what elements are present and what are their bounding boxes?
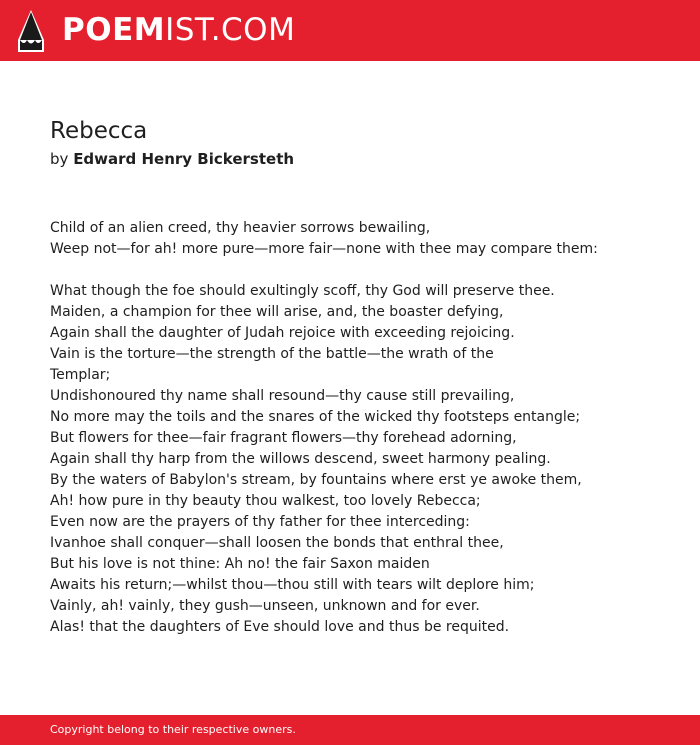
- poem-line: Ivanhoe shall conquer—shall loosen the bonds that enthral thee,: [50, 535, 504, 551]
- poem-line: Again shall the daughter of Judah rejoice with exceeding rejoicing.: [50, 325, 515, 341]
- poem-line: No more may the toils and the snares of the wicked thy footsteps entangle;: [50, 409, 581, 425]
- poem-line: But his love is not thine: Ah no! the fair Saxon maiden: [50, 556, 430, 572]
- copyright-text: Copyright belong to their respective owners.: [50, 723, 296, 736]
- poem-line: By the waters of Babylon's stream, by fountains where erst ye awoke them,: [50, 472, 582, 488]
- poem-line: Undishonoured thy name shall resound—thy cause still prevailing,: [50, 388, 515, 404]
- byline: [50, 148, 670, 170]
- author-name[interactable]: Edward Henry Bickersteth: [73, 150, 295, 168]
- poem-line: Again shall thy harp from the willows descend, sweet harmony pealing.: [50, 451, 551, 467]
- site-header: [0, 0, 700, 61]
- poem-line: Vainly, ah! vainly, they gush—unseen, unknown and for ever.: [50, 598, 480, 614]
- poem-stanza: [50, 218, 670, 260]
- pencil-tip-icon[interactable]: [18, 10, 44, 52]
- poem-line: Child of an alien creed, thy heavier sorrows bewailing,: [50, 220, 431, 236]
- site-logo[interactable]: [62, 11, 295, 49]
- poem-line: Even now are the prayers of thy father for thee interceding:: [50, 514, 470, 530]
- poem-stanza: [50, 281, 670, 638]
- poem-line: Maiden, a champion for thee will arise, and, the boaster defying,: [50, 304, 504, 320]
- poem-title: Rebecca: [50, 118, 148, 144]
- poem-line: Vain is the torture—the strength of the battle—the wrath of the: [50, 346, 494, 362]
- poem-line: Weep not—for ah! more pure—more fair—none with thee may compare them:: [50, 241, 598, 257]
- poem-body: [50, 218, 670, 638]
- logo-bold-text: POEM: [62, 12, 166, 48]
- poem-line: Templar;: [50, 367, 111, 383]
- site-footer: [0, 715, 700, 745]
- poem-line: Awaits his return;—whilst thou—thou still with tears wilt deplore him;: [50, 577, 535, 593]
- poem-line: Ah! how pure in thy beauty thou walkest, too lovely Rebecca;: [50, 493, 481, 509]
- poem-line: But flowers for thee—fair fragrant flowers—thy forehead adorning,: [50, 430, 517, 446]
- logo-light-text: IST.COM: [165, 12, 296, 48]
- poem-line: What though the foe should exultingly scoff, thy God will preserve thee.: [50, 283, 555, 299]
- poem-container: [50, 115, 670, 659]
- by-prefix: by: [50, 150, 69, 168]
- poem-line: Alas! that the daughters of Eve should love and thus be requited.: [50, 619, 510, 635]
